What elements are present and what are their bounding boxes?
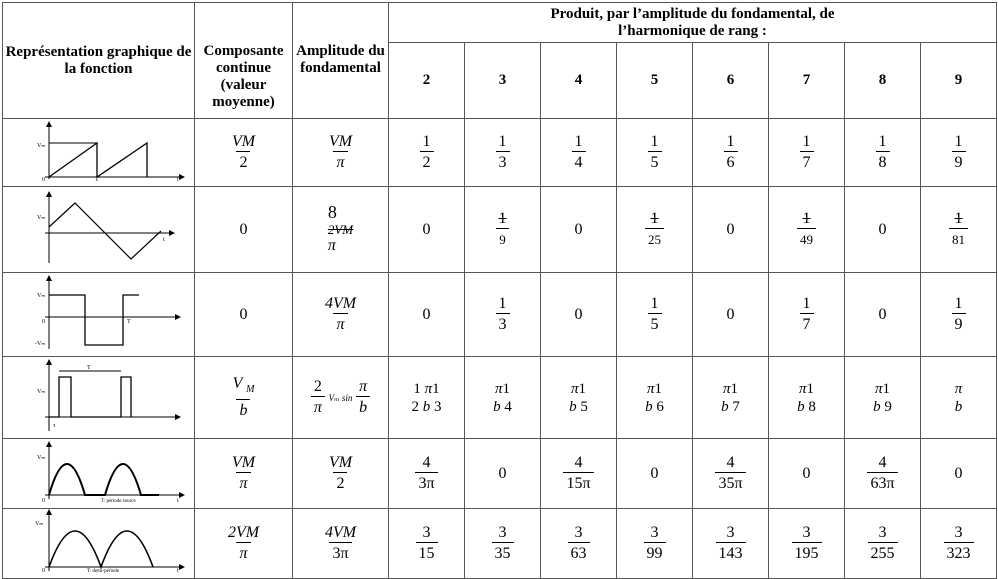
rank-header: 6	[693, 43, 769, 119]
harmonic-cell: $\frac{1}{9}$	[465, 187, 541, 273]
harmonic-cell: $\frac{3}{63}$	[541, 509, 617, 579]
full-wave-graph	[3, 509, 195, 579]
harmonic-cell: 0	[541, 187, 617, 273]
svg-text:Vₘ: Vₘ	[36, 143, 45, 149]
harmonic-cell: $\frac{1}{4}$	[541, 119, 617, 187]
harmonic-cell: 0	[465, 439, 541, 509]
half-wave-graph	[3, 439, 195, 509]
harmonic-cell: π1 b 5	[541, 357, 617, 439]
harmonic-cell: $\frac{3}{323}$	[921, 509, 997, 579]
sawtooth-graph	[3, 119, 195, 187]
harmonic-cell: 0	[541, 273, 617, 357]
svg-text:T: T	[126, 319, 131, 325]
svg-text:t: t	[176, 568, 179, 573]
harmonic-cell: $\frac{4}{63\pi}$	[845, 439, 921, 509]
harmonic-cell: $\frac{1}{9}$	[921, 273, 997, 357]
harmonic-cell: $\frac{1}{5}$	[617, 273, 693, 357]
harmonic-cell: π1 b 8	[769, 357, 845, 439]
harmonic-cell: $\frac{4}{3\pi}$	[389, 439, 465, 509]
harmonic-cell: $\frac{1}{81}$	[921, 187, 997, 273]
pulse-train-graph	[3, 357, 195, 439]
harmonic-cell: $\frac{1}{7}$	[769, 119, 845, 187]
svg-text:0: 0	[41, 498, 45, 503]
table-row	[3, 187, 997, 273]
svg-text:Vₘ: Vₘ	[36, 455, 45, 461]
harmonic-cell: $\frac{1}{8}$	[845, 119, 921, 187]
svg-text:Vₘ: Vₘ	[34, 521, 43, 527]
harmonic-cell: 1 π1 2 b 3	[389, 357, 465, 439]
svg-text:0: 0	[41, 177, 45, 181]
triangle-graph	[3, 187, 195, 273]
fundamental-value: $\frac{4VM}{3\pi}$	[293, 509, 389, 579]
harmonics-table	[2, 2, 997, 579]
harmonic-cell: 0	[769, 439, 845, 509]
svg-text:Vₘ: Vₘ	[36, 389, 45, 395]
harmonic-cell: $\frac{1}{6}$	[693, 119, 769, 187]
rank-header: 5	[617, 43, 693, 119]
header-graph: Représentation graphique de la fonction	[3, 3, 195, 119]
header-mean: Composante continue (valeur moyenne)	[195, 3, 293, 119]
harmonic-cell: π b	[921, 357, 997, 439]
harmonic-cell: 0	[845, 187, 921, 273]
harmonic-cell: $\frac{3}{195}$	[769, 509, 845, 579]
svg-text:0: 0	[41, 568, 45, 573]
harmonic-cell: 0	[617, 439, 693, 509]
rank-header: 4	[541, 43, 617, 119]
mean-value: 0	[195, 187, 293, 273]
table-row	[3, 119, 997, 187]
harmonic-cell: $\frac{3}{15}$	[389, 509, 465, 579]
rank-header: 9	[921, 43, 997, 119]
harmonic-cell: $\frac{1}{9}$	[921, 119, 997, 187]
rank-header: 3	[465, 43, 541, 119]
harmonic-cell: π1 b 7	[693, 357, 769, 439]
svg-text:τ: τ	[52, 423, 55, 429]
harmonic-cell: $\frac{3}{99}$	[617, 509, 693, 579]
harmonic-cell: $\frac{1}{5}$	[617, 119, 693, 187]
header-fundamental: Amplitude du fondamental	[293, 3, 389, 119]
harmonic-cell: π1 b 9	[845, 357, 921, 439]
harmonic-cell: $\frac{3}{35}$	[465, 509, 541, 579]
svg-text:-Vₘ: -Vₘ	[34, 341, 45, 347]
harmonic-cell: $\frac{1}{7}$	[769, 273, 845, 357]
harmonic-cell: $\frac{4}{15\pi}$	[541, 439, 617, 509]
svg-text:t: t	[162, 237, 165, 243]
harmonic-cell: $\frac{4}{35\pi}$	[693, 439, 769, 509]
harmonic-cell: $\frac{1}{3}$	[465, 119, 541, 187]
svg-text:T: période source: T: période source	[100, 499, 136, 503]
mean-value: $\frac{V _M}{b}$	[195, 357, 293, 439]
svg-text:T: T	[86, 365, 91, 371]
harmonic-cell: $\frac{1}{3}$	[465, 273, 541, 357]
fundamental-value: $\frac{2}{\pi}$ Vₘ sin $\frac{\pi}{b}$	[293, 357, 389, 439]
square-wave-graph	[3, 273, 195, 357]
harmonic-cell: 0	[921, 439, 997, 509]
harmonic-cell: $\frac{1}{2}$	[389, 119, 465, 187]
svg-text:t: t	[176, 177, 179, 181]
svg-text:Vₘ: Vₘ	[36, 293, 45, 299]
rank-header: 8	[845, 43, 921, 119]
harmonic-cell: 0	[845, 273, 921, 357]
harmonic-cell: 0	[389, 187, 465, 273]
harmonic-cell: 0	[389, 273, 465, 357]
svg-text:T: T	[94, 177, 99, 181]
svg-text:0: 0	[41, 319, 45, 325]
harmonic-cell: 0	[693, 273, 769, 357]
mean-value: $\frac{2VM}{\pi}$	[195, 509, 293, 579]
mean-value: 0	[195, 273, 293, 357]
harmonic-cell: 0	[693, 187, 769, 273]
harmonic-cell: π1 b 4	[465, 357, 541, 439]
svg-text:T: demi-période: T: demi-période	[86, 569, 119, 573]
harmonic-cell: $\frac{1}{49}$	[769, 187, 845, 273]
table-row	[3, 273, 997, 357]
fundamental-value: 8 2VM π	[293, 187, 389, 273]
svg-text:Vₘ: Vₘ	[36, 215, 45, 221]
fundamental-value: $\frac{VM}{\pi}$	[293, 119, 389, 187]
rank-header: 7	[769, 43, 845, 119]
header-harmonics-group: Produit, par l’amplitude du fondamental, de l’harmonique de rang :	[389, 3, 997, 43]
mean-value: $\frac{VM}{\pi}$	[195, 439, 293, 509]
table-row	[3, 509, 997, 579]
mean-value: $\frac{VM}{2}$	[195, 119, 293, 187]
table-row	[3, 439, 997, 509]
harmonic-cell: $\frac{3}{255}$	[845, 509, 921, 579]
table-row	[3, 357, 997, 439]
fundamental-value: $\frac{4VM}{\pi}$	[293, 273, 389, 357]
harmonic-cell: $\frac{3}{143}$	[693, 509, 769, 579]
fundamental-value: $\frac{VM}{2}$	[293, 439, 389, 509]
rank-header: 2	[389, 43, 465, 119]
harmonic-cell: π1 b 6	[617, 357, 693, 439]
svg-text:t: t	[176, 498, 179, 503]
harmonic-cell: $\frac{1}{25}$	[617, 187, 693, 273]
